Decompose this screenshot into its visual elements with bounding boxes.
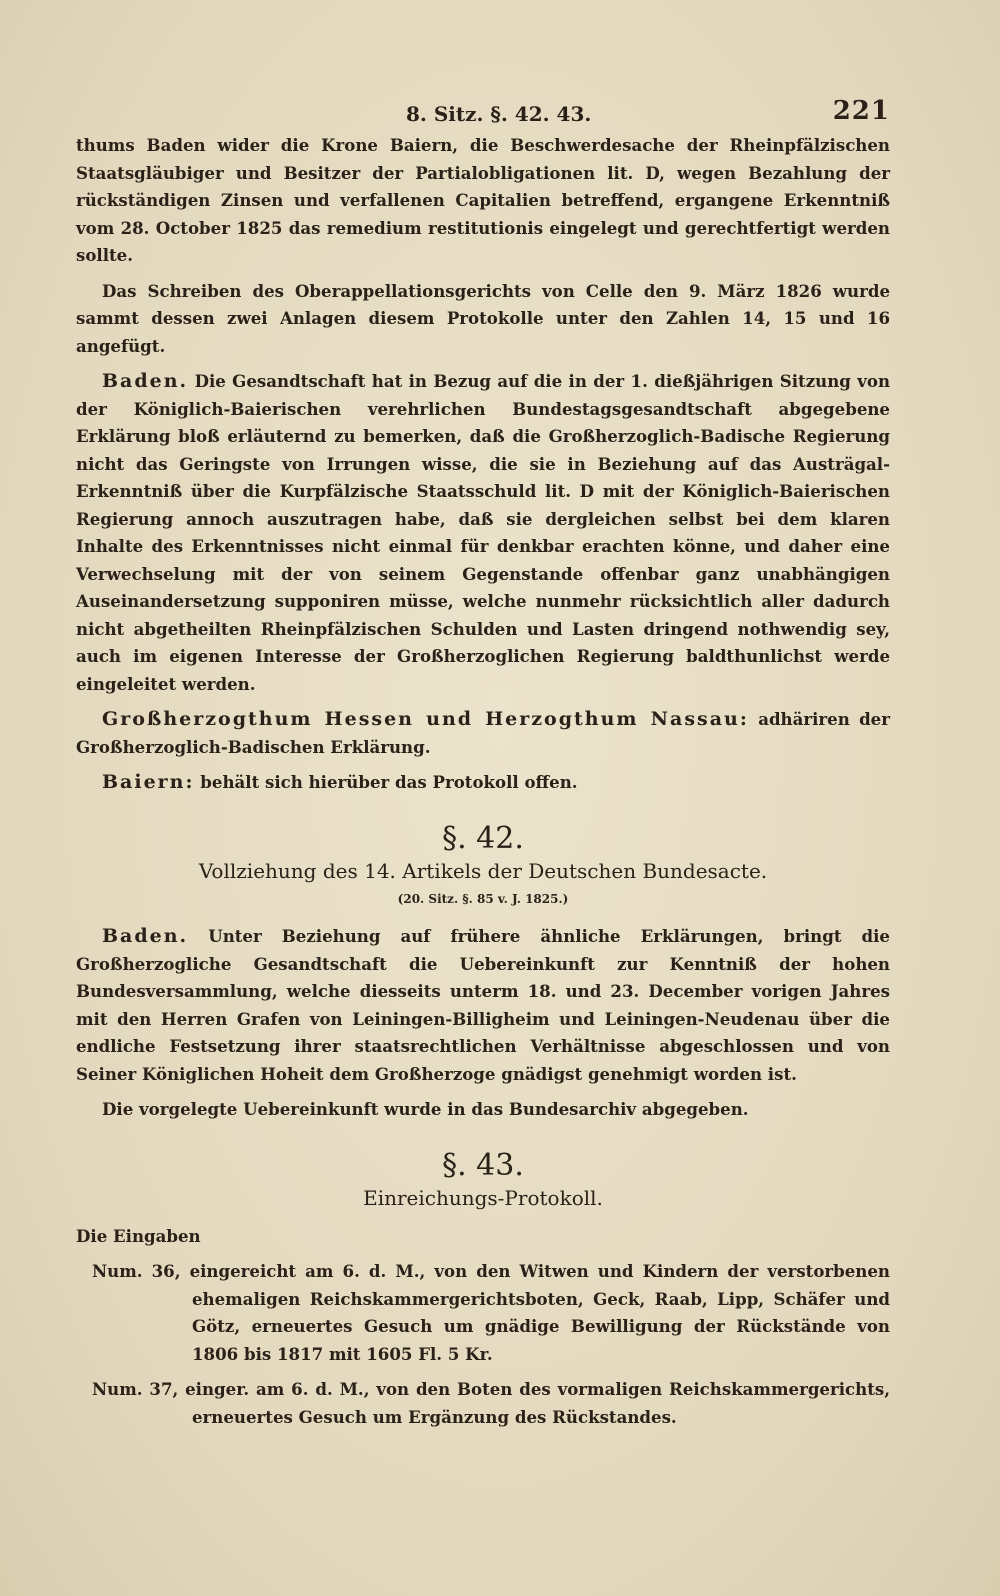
statement-text: adhäriren der Großherzoglich-Badischen Erklärung.: [76, 709, 890, 757]
body-text: [76, 132, 890, 1431]
running-head: [76, 92, 890, 132]
speaker-label: Baden.: [102, 370, 189, 392]
entries-intro: Die Eingaben: [76, 1225, 201, 1246]
section-42-mark: §. 42.: [442, 820, 524, 856]
statement-text: behält sich hierüber das Protokoll offen.: [200, 772, 578, 792]
paragraph-baden-statement: [76, 368, 890, 698]
list-item: Num. 36, eingereicht am 6. d. M., von den Witwen und Kindern der verstorbenen ehemaligen Reichskammergerichtsboten, Geck, Raab, Lipp, Schäfer und Götz, erneuertes Gesuch um gnädige Bewilligung der Rückstände von 1806 bis 1817 mit 1605 Fl. 5 Kr.: [92, 1261, 890, 1364]
section-42-title: Vollziehung des 14. Artikels der Deutschen Bundesacte.: [198, 859, 768, 883]
paragraph-continuation: thums Baden wider die Krone Baiern, die Beschwerdesache der Rheinpfälzischen Staatsgläubiger und Besitzer der Partialobligationen lit. D, wegen Bezahlung der rückständigen Zinsen und verfallenen Capitalien betreffend, ergangene Erkenntniß vom 28. October 1825 das remedium restitutionis eingelegt und gerechtfertigt werden sollte.: [76, 135, 890, 265]
section-43-mark: §. 43.: [442, 1147, 524, 1183]
running-title: 8. Sitz. §. 42. 43.: [406, 102, 592, 126]
speaker-label: Großherzogthum Hessen und Herzogthum Nassau:: [102, 708, 749, 730]
paragraph-celle-letter: Das Schreiben des Oberappellationsgerichts von Celle den 9. März 1826 wurde sammt dessen zwei Anlagen diesem Protokolle unter den Zahlen 14, 15 und 16 angefügt.: [76, 280, 890, 356]
paragraph-section-42: [76, 923, 890, 1088]
section-43-title: Einreichungs-Protokoll.: [363, 1186, 603, 1210]
section-42-reference: (20. Sitz. §. 85 v. J. 1825.): [397, 891, 569, 906]
statement-text: Die Gesandtschaft hat in Bezug auf die in der 1. dießjährigen Sitzung von der Königlich-Baierischen verehrlichen Bundestagsgesandtschaft abgegebene Erklärung bloß erläuternd zu bemerken, daß die Großherzoglich-Badische Regierung nicht das Geringste von Irrungen wisse, die sie in Beziehung auf das Austrägal-Erkenntniß über die Kurpfälzische Staatsschuld lit. D mit der Königlich-Baierischen Regierung annoch auszutragen habe, daß sie dergleichen selbst bei dem klaren Inhalte des Erkenntnisses nicht einmal für denkbar erachten könne, und daher eine Verwechselung mit der von seinem Gegenstande offenbar ganz unabhängigen Auseinandersetzung supponiren müsse, welche nunmehr rücksichtlich aller dadurch nicht abgetheilten Rheinpfälzischen Schulden und Lasten dringend nothwendig sey, auch im eigenen Interesse der Großherzoglichen Regierung baldthunlichst werde eingeleitet werden.: [76, 371, 891, 694]
paragraph-section-42-closing: Die vorgelegte Uebereinkunft wurde in das Bundesarchiv abgegeben.: [102, 1099, 749, 1119]
page-number: 221: [832, 96, 890, 126]
statement-text: Unter Beziehung auf frühere ähnliche Erklärungen, bringt die Großherzogliche Gesandtschaft die Uebereinkunft zur Kenntniß der hohen Bundesversammlung, welche diesseits unterm 18. und 23. December vorigen Jahres mit den Herren Grafen von Leiningen-Billigheim und Leiningen-Neudenau über die endliche Festsetzung ihrer staatsrechtlichen Verhältnisse abgeschlossen und von Seiner Königlichen Hoheit dem Großherzoge gnädigst genehmigt worden ist.: [76, 926, 890, 1084]
speaker-label: Baiern:: [102, 771, 195, 793]
list-item: Num. 37, einger. am 6. d. M., von den Boten des vormaligen Reichskammergerichts, erneuertes Gesuch um Ergänzung des Rückstandes.: [92, 1379, 890, 1427]
paragraph-baiern: [76, 769, 890, 797]
paragraph-hessen-nassau: [76, 706, 890, 761]
speaker-label: Baden.: [102, 925, 189, 947]
